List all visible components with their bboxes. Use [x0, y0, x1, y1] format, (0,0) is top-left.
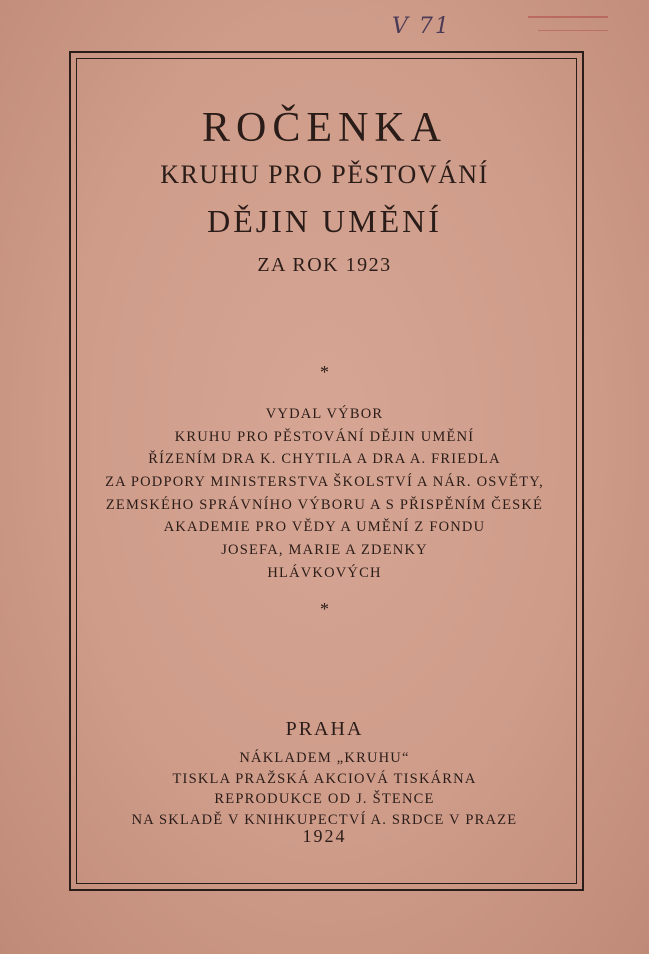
city: PRAHA: [285, 718, 364, 740]
pencil-mark: [538, 30, 608, 31]
year-line: ZA ROK 1923: [257, 254, 392, 276]
book-title: ROČENKA: [201, 105, 447, 151]
imprint-line: NÁKLADEM „KRUHU“: [239, 750, 410, 766]
pencil-mark: [528, 16, 608, 18]
publisher-block: [0, 403, 649, 585]
imprint-line: TISKLA PRAŽSKÁ AKCIOVÁ TISKÁRNA: [172, 770, 477, 787]
imprint-block: [0, 748, 649, 830]
book-subtitle-line1: KRUHU PRO PĚSTOVÁNÍ: [160, 160, 489, 189]
publisher-line: ZEMSKÉHO SPRÁVNÍHO VÝBORU A S PŘISPĚNÍM ČESKÉ: [105, 496, 544, 513]
publisher-line: HLÁVKOVÝCH: [267, 564, 382, 581]
publisher-line: KRUHU PRO PĚSTOVÁNÍ DĚJIN UMĚNÍ: [174, 428, 475, 445]
separator-star: *: [320, 599, 329, 619]
publisher-line: ŘÍZENÍM DRA K. CHYTILA A DRA A. FRIEDLA: [148, 451, 501, 468]
publisher-line: ZA PODPORY MINISTERSTVA ŠKOLSTVÍ A NÁR. OSVĚTY,: [105, 474, 544, 491]
publisher-line: AKADEMIE PRO VĚDY A UMĚNÍ Z FONDU: [163, 519, 486, 536]
imprint-line: REPRODUKCE OD J. ŠTENCE: [214, 791, 435, 807]
imprint-line: NA SKLADĚ V KNIHKUPECTVÍ A. SRDCE V PRAZE: [131, 811, 518, 828]
handwritten-note: V 71: [392, 14, 451, 39]
book-subtitle-line2: DĚJIN UMĚNÍ: [207, 203, 442, 239]
publisher-line: VYDAL VÝBOR: [265, 406, 384, 422]
separator-star: *: [320, 362, 329, 382]
publication-year: 1924: [302, 826, 347, 846]
publisher-line: JOSEFA, MARIE A ZDENKY: [221, 542, 428, 559]
